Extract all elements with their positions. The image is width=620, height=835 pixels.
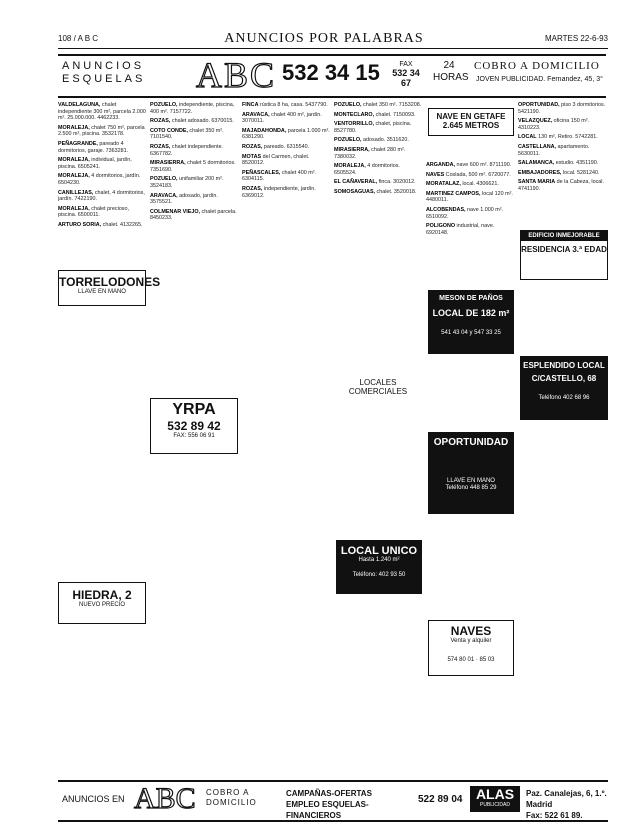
classified-text: chalet, piscina. 8527780. <box>334 121 412 134</box>
classified-text: de la Cabeza, local. 4741190. <box>518 179 604 192</box>
banner-label: ANUNCIOS ESQUELAS <box>62 60 146 85</box>
classified-ad <box>58 222 146 229</box>
classified-text: 4 dormitorios, jardín. 6504230. <box>58 173 141 186</box>
bottom-banner <box>58 780 608 822</box>
classified-keyword: POZUELO, <box>150 102 178 108</box>
classified-text: parcela 1.000 m². 6381290. <box>242 127 330 141</box>
classified-keyword: ROZAS, <box>150 143 171 150</box>
classified-ad <box>426 207 514 220</box>
page-number: 108 / A B C <box>58 34 99 43</box>
classified-ad <box>58 102 146 122</box>
classified-keyword: ROZAS, <box>242 185 263 192</box>
classified-keyword: ALCOBENDAS, <box>426 206 466 213</box>
classified-keyword: MORATALAZ, <box>426 181 461 188</box>
classified-keyword: ROZAS, <box>242 143 263 150</box>
classified-keyword: VENTORRILLO, <box>334 121 375 128</box>
ad-hiedra: HIEDRA, 2 NUEVO PRECIO <box>58 582 146 624</box>
classified-text: piso 3 dormitorios. 5421190. <box>518 102 606 115</box>
classified-keyword: ARGANDA, <box>426 162 456 168</box>
classified-text: pareado 4 dormitorios, garaje. 7363281. <box>58 140 129 154</box>
section-title: ANUNCIOS POR PALABRAS <box>224 31 424 46</box>
footer-address: Paz. Canalejas, 6, 1.º. Madrid Fax: 522 61 89. <box>526 789 607 820</box>
classified-ad <box>58 141 146 154</box>
classified-keyword: PEÑASCALES, <box>242 169 281 176</box>
classified-keyword: SOMOSAGUAS, <box>334 188 376 195</box>
ad-local-unico: LOCAL UNICO Hasta 1.240 m² Teléfono: 402 93 50 <box>336 540 422 594</box>
classified-keyword: MORALEJA, <box>58 173 90 180</box>
classified-text: chalet independiente. 6367782. <box>150 143 224 157</box>
banner-cobro-address: JOVEN PUBLICIDAD. Fernandez, 45, 3° <box>476 76 603 83</box>
classified-keyword: CANILLEJAS, <box>58 189 94 196</box>
ad-meson-panos: MESON DE PAÑOS LOCAL DE 182 m² 541 43 04 y 547 33 25 <box>428 290 514 354</box>
classified-keyword: MONTECLARO, <box>334 111 375 118</box>
classified-keyword: MORALEJA, <box>58 157 90 164</box>
classified-ad <box>242 170 330 183</box>
footer-cobro: COBRO A DOMICILIO <box>206 788 257 807</box>
classified-ad <box>58 157 146 170</box>
classified-keyword: VALDELAGUNA, <box>58 102 101 108</box>
classified-ad <box>58 173 146 186</box>
classified-text: independiente, piscina, 400 m². 7157722. <box>150 102 235 115</box>
classified-keyword: EL CAÑAVERAL, <box>334 179 378 186</box>
classified-keyword: MORALEJA, <box>334 163 366 170</box>
classified-ad <box>58 125 146 138</box>
ad-torrelodones: TORRELODONES LLAVE EN MANO <box>58 270 146 306</box>
classified-ad <box>518 144 606 157</box>
classified-keyword: ROZAS, <box>150 118 171 125</box>
column-1 <box>58 102 146 772</box>
classified-keyword: FINCA <box>242 102 259 108</box>
classified-keyword: EMBAJADORES, <box>518 169 562 176</box>
classified-keyword: VELAZQUEZ, <box>518 118 553 125</box>
classified-text: chalet 350 m². 7101540. <box>150 127 224 141</box>
classified-keyword: ARAVACA, <box>242 111 270 118</box>
classified-text: industrial, nave. 6920148. <box>426 223 495 236</box>
ad-edificio: EDIFICIO INMEJORABLE RESIDENCIA 3.ª EDAD <box>520 230 608 280</box>
classified-keyword: ARAVACA, <box>150 192 178 199</box>
classified-ad <box>150 209 238 222</box>
classified-keyword: MORALEJA, <box>58 124 90 131</box>
classified-text: estudio. 4351190. <box>554 160 599 167</box>
classified-text: unifamiliar 200 m². 3524183. <box>150 176 224 189</box>
classified-ad <box>426 191 514 204</box>
classified-ad <box>242 102 330 109</box>
classified-keyword: MORALEJA, <box>58 205 90 212</box>
classified-text: Coslada, 500 m². 6720077. <box>444 171 511 178</box>
classified-text: chalet precioso, piscina. 6500011. <box>58 205 130 219</box>
classified-text: pareado. 6315540. <box>262 143 310 150</box>
classified-keyword: ARTURO SORIA, <box>58 221 102 228</box>
classified-text: chalet parcela. 8450233. <box>150 208 237 222</box>
classified-text: chalet 350 m². 7153208. <box>361 102 422 108</box>
classified-ad <box>334 112 422 119</box>
classified-text: chalet 280 m². 7380032. <box>334 146 406 160</box>
classified-keyword: POZUELO, <box>334 137 362 144</box>
classified-text: chalet. 7150093. <box>374 111 416 118</box>
classified-ad <box>426 162 514 169</box>
classified-ad <box>150 102 238 115</box>
classified-ad <box>426 172 514 179</box>
classified-keyword: SANTA MARIA <box>518 179 556 186</box>
footer-label: ANUNCIOS EN <box>62 794 125 804</box>
header-rule <box>58 48 608 49</box>
issue-date: MARTES 22-6-93 <box>545 34 608 43</box>
classified-ad <box>58 190 146 203</box>
classified-keyword: NAVES <box>426 171 445 178</box>
classified-keyword: POZUELO, <box>150 176 178 183</box>
classified-ad <box>334 189 422 196</box>
classified-ad <box>150 176 238 189</box>
classified-ad <box>518 134 606 141</box>
classified-ad <box>518 102 606 115</box>
column-4 <box>334 102 422 772</box>
classified-text: adosado. 3511620. <box>361 137 409 144</box>
classified-text: nave 600 m². 8711190. <box>455 162 512 168</box>
classified-text: chalet, 4 dormitorios, jardín. 7422190. <box>58 189 145 203</box>
classified-keyword: MOTAS <box>242 153 262 160</box>
classified-text: individual, jardín, piscina. 6505241. <box>58 157 132 170</box>
classified-ad <box>242 128 330 141</box>
ad-esplendido: ESPLENDIDO LOCAL C/CASTELLO, 68 Teléfono 402 68 96 <box>520 356 608 420</box>
classified-keyword: MIRASIERRA, <box>334 146 370 153</box>
classified-text: oficina 150 m². 4310223. <box>518 118 590 131</box>
classified-ad <box>150 193 238 206</box>
classified-ad <box>518 179 606 192</box>
footer-campaigns: CAMPAÑAS-OFERTAS EMPLEO ESQUELAS-FINANCIEROS <box>286 789 372 820</box>
abc-logo: ABC <box>196 55 277 95</box>
column-6 <box>518 102 606 772</box>
classified-ad <box>518 170 606 177</box>
classified-ad <box>58 206 146 219</box>
classified-ad <box>334 102 422 109</box>
classified-ad <box>150 118 238 125</box>
classified-text: chalet. 4132265. <box>101 221 143 228</box>
ad-locales: LOCALES COMERCIALES <box>336 372 420 396</box>
classified-ad <box>150 128 238 141</box>
banner-cobro: COBRO A DOMICILIO <box>474 60 600 72</box>
footer-abc-logo: ABC <box>134 782 196 815</box>
classified-ad <box>150 144 238 157</box>
classified-text: finca. 3020012. <box>377 179 416 186</box>
ad-nave-getafe: NAVE EN GETAFE 2.645 METROS <box>428 108 514 136</box>
page-header <box>40 32 608 46</box>
classified-text: local. 5281240. <box>561 169 600 176</box>
classified-text: chalet 750 m², parcela 2.500 m², piscina. 3532178. <box>58 124 145 138</box>
classified-keyword: COLMENAR VIEJO, <box>150 208 201 215</box>
classified-ad <box>334 163 422 176</box>
classified-keyword: SALAMANCA, <box>518 160 555 167</box>
classified-text: chalet 400 m². 6304115. <box>242 169 316 183</box>
classified-keyword: MIRASIERRA, <box>150 160 186 167</box>
newspaper-page <box>40 12 608 827</box>
banner-hours: 24 HORAS <box>433 60 469 83</box>
classifieds-columns <box>58 102 608 772</box>
classified-ad <box>242 154 330 167</box>
classified-ad <box>242 144 330 151</box>
classified-ad <box>426 223 514 236</box>
classified-text: local 120 m². 4480011. <box>426 190 513 204</box>
column-3 <box>242 102 330 772</box>
footer-phone: 522 89 04 <box>418 794 463 805</box>
classified-ad <box>150 160 238 173</box>
classified-text: local. 4306621. <box>460 181 499 188</box>
classified-keyword: MARTINEZ CAMPOS, <box>426 190 481 197</box>
classified-text: 130 m², Retiro. 5742281. <box>536 134 598 141</box>
classified-keyword: POZUELO, <box>334 102 362 108</box>
classified-text: apartamento. 5630011. <box>518 143 590 157</box>
classified-ad <box>334 179 422 186</box>
classified-ad <box>242 112 330 125</box>
classified-ad <box>518 118 606 131</box>
classified-text: del Carmen, chalet. 8520012. <box>242 153 310 167</box>
classified-keyword: LOCAL <box>518 134 537 141</box>
classified-keyword: MAJADAHONDA, <box>242 127 287 134</box>
classified-text: rústica 8 ha, casa. 5437790. <box>258 102 328 108</box>
classified-text: chalet. 3520018. <box>375 188 417 195</box>
classified-text: adosado, jardín. 3575521. <box>150 192 218 206</box>
classified-text: 4 dormitorios. 6505524. <box>334 163 400 176</box>
classified-ad <box>242 186 330 199</box>
classified-keyword: COTO CONDE, <box>150 127 188 134</box>
classified-ad <box>334 137 422 144</box>
top-banner <box>58 54 606 98</box>
ad-naves: NAVES Venta y alquiler 574 80 01 · 85 03 <box>428 620 514 676</box>
classified-text: chalet independiente 300 m², parcela 2.000 m². 25.000.000. 4462233. <box>58 102 146 122</box>
alas-logo: ALAS PUBLICIDAD <box>470 786 520 812</box>
classified-ad <box>426 181 514 188</box>
ad-yrpa: YRPA 532 89 42 FAX: 556 06 91 <box>150 398 238 454</box>
ad-oportunidad: OPORTUNIDAD LLAVE EN MANO Teléfono 448 85 29 <box>428 432 514 514</box>
classified-text: chalet 5 dormitorios. 7351690. <box>150 160 236 173</box>
classified-ad <box>334 147 422 160</box>
classified-keyword: OPORTUNIDAD, <box>518 102 560 108</box>
classified-ad <box>334 121 422 134</box>
banner-phone: 532 34 15 <box>282 60 380 85</box>
classified-ad <box>518 160 606 167</box>
classified-keyword: PEÑAGRANDE, <box>58 140 98 147</box>
classified-text: chalet adosado. 6370015. <box>170 118 234 125</box>
classified-text: chalet 400 m², jardín. 3070011. <box>242 111 322 125</box>
classified-text: nave 1.000 m². 6510092. <box>426 206 504 220</box>
banner-fax: FAX 532 34 67 <box>392 61 420 88</box>
classified-keyword: POLIGONO <box>426 223 456 230</box>
classified-text: independiente, jardín. 6369012. <box>242 185 316 199</box>
classified-keyword: CASTELLANA, <box>518 143 557 150</box>
